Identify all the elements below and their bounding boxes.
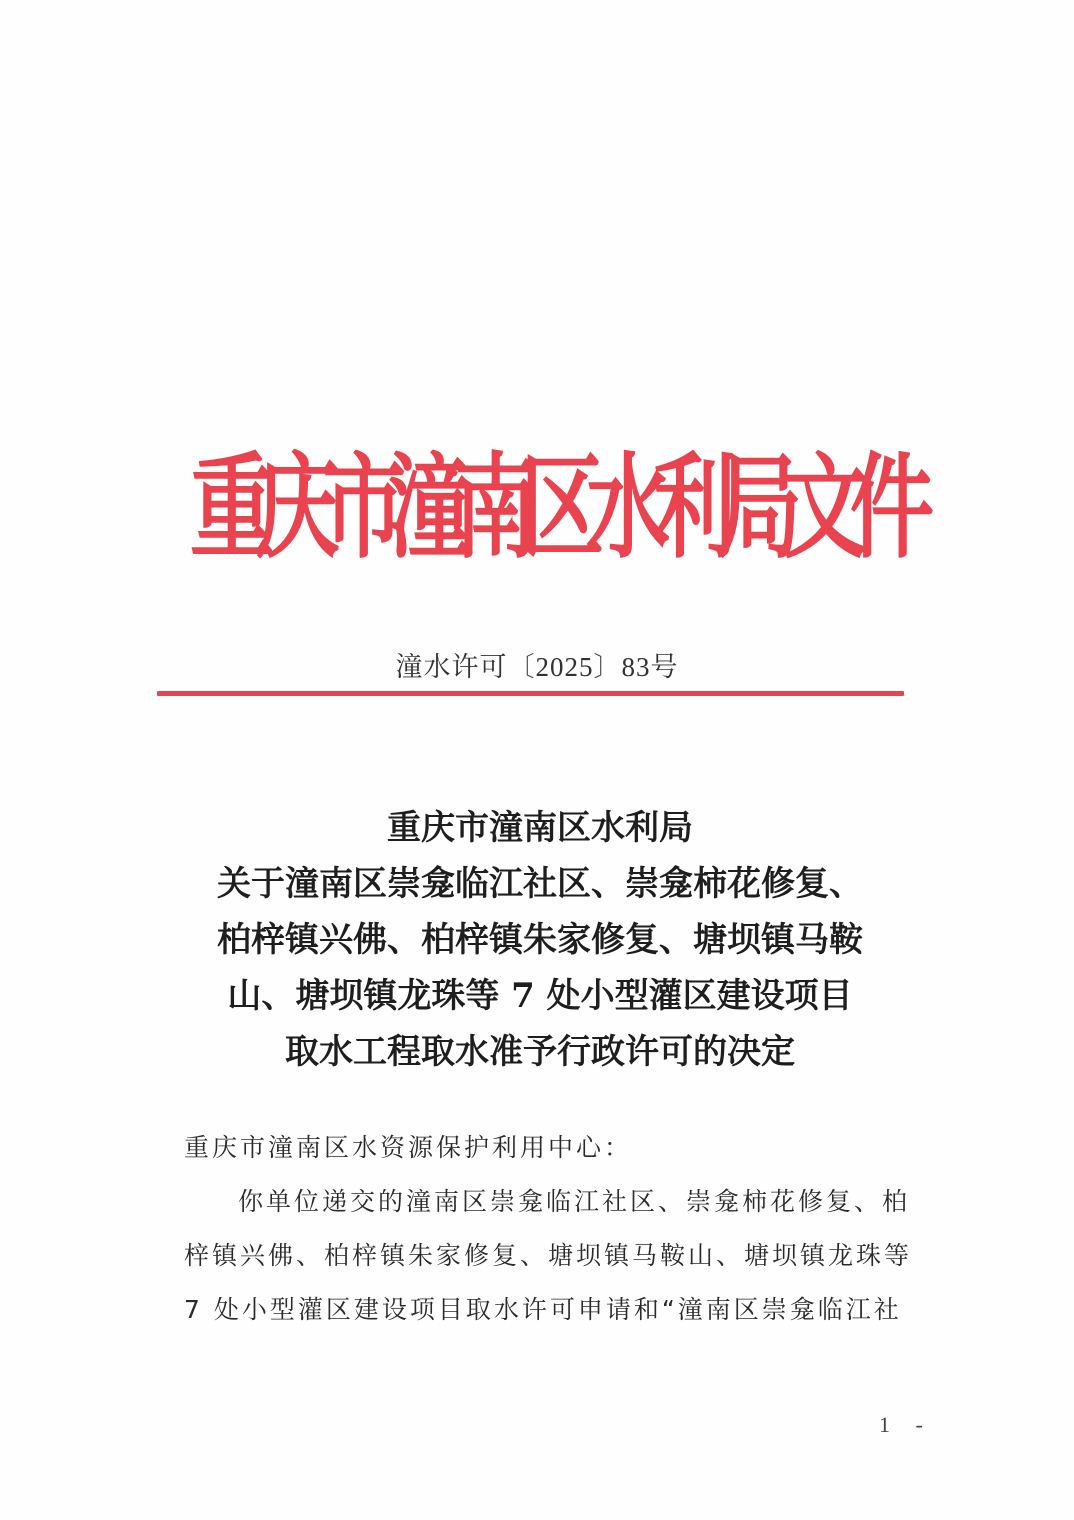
- issuer-header-char: 件: [850, 440, 935, 575]
- issuer-header-char: 区: [520, 440, 605, 575]
- document-title: [160, 800, 920, 1080]
- title-line: 关于潼南区崇龛临江社区、崇龛柿花修复、: [217, 864, 863, 904]
- title-line: 重庆市潼南区水利局: [387, 808, 693, 848]
- issuer-header-char: 潼: [388, 440, 473, 575]
- red-divider-rule: [157, 691, 904, 696]
- document-number: 潼水许可〔2025〕83号: [395, 652, 679, 682]
- addressee: 重庆市潼南区水资源保护利用中心：: [184, 1133, 633, 1162]
- issuer-header-char: 庆: [256, 440, 341, 575]
- issuer-header-char: 文: [784, 440, 869, 575]
- title-line: 柏梓镇兴佛、柏梓镇朱家修复、塘坝镇马鞍: [217, 920, 863, 960]
- body-line: 你单位递交的潼南区崇龛临江社区、崇龛柿花修复、柏: [238, 1187, 911, 1216]
- issuer-header-char: 利: [652, 440, 737, 575]
- body-paragraph: [184, 1175, 919, 1337]
- issuer-header-char: 水: [586, 440, 671, 575]
- title-line: 取水工程取水准予行政许可的决定: [285, 1032, 795, 1072]
- issuer-header-char: 市: [322, 440, 407, 575]
- issuer-header-char: 重: [190, 440, 275, 575]
- title-line: 山、塘坝镇龙珠等 7 处小型灌区建设项目: [227, 976, 853, 1016]
- page-number: 1 -: [879, 1412, 933, 1437]
- issuer-header-char: 局: [718, 440, 803, 575]
- issuer-header-char: 南: [454, 440, 539, 575]
- issuer-header: [190, 440, 935, 575]
- body-line: 7 处小型灌区建设项目取水许可申请和“潼南区崇龛临江社: [184, 1295, 902, 1324]
- body-line: 梓镇兴佛、柏梓镇朱家修复、塘坝镇马鞍山、塘坝镇龙珠等: [184, 1241, 913, 1270]
